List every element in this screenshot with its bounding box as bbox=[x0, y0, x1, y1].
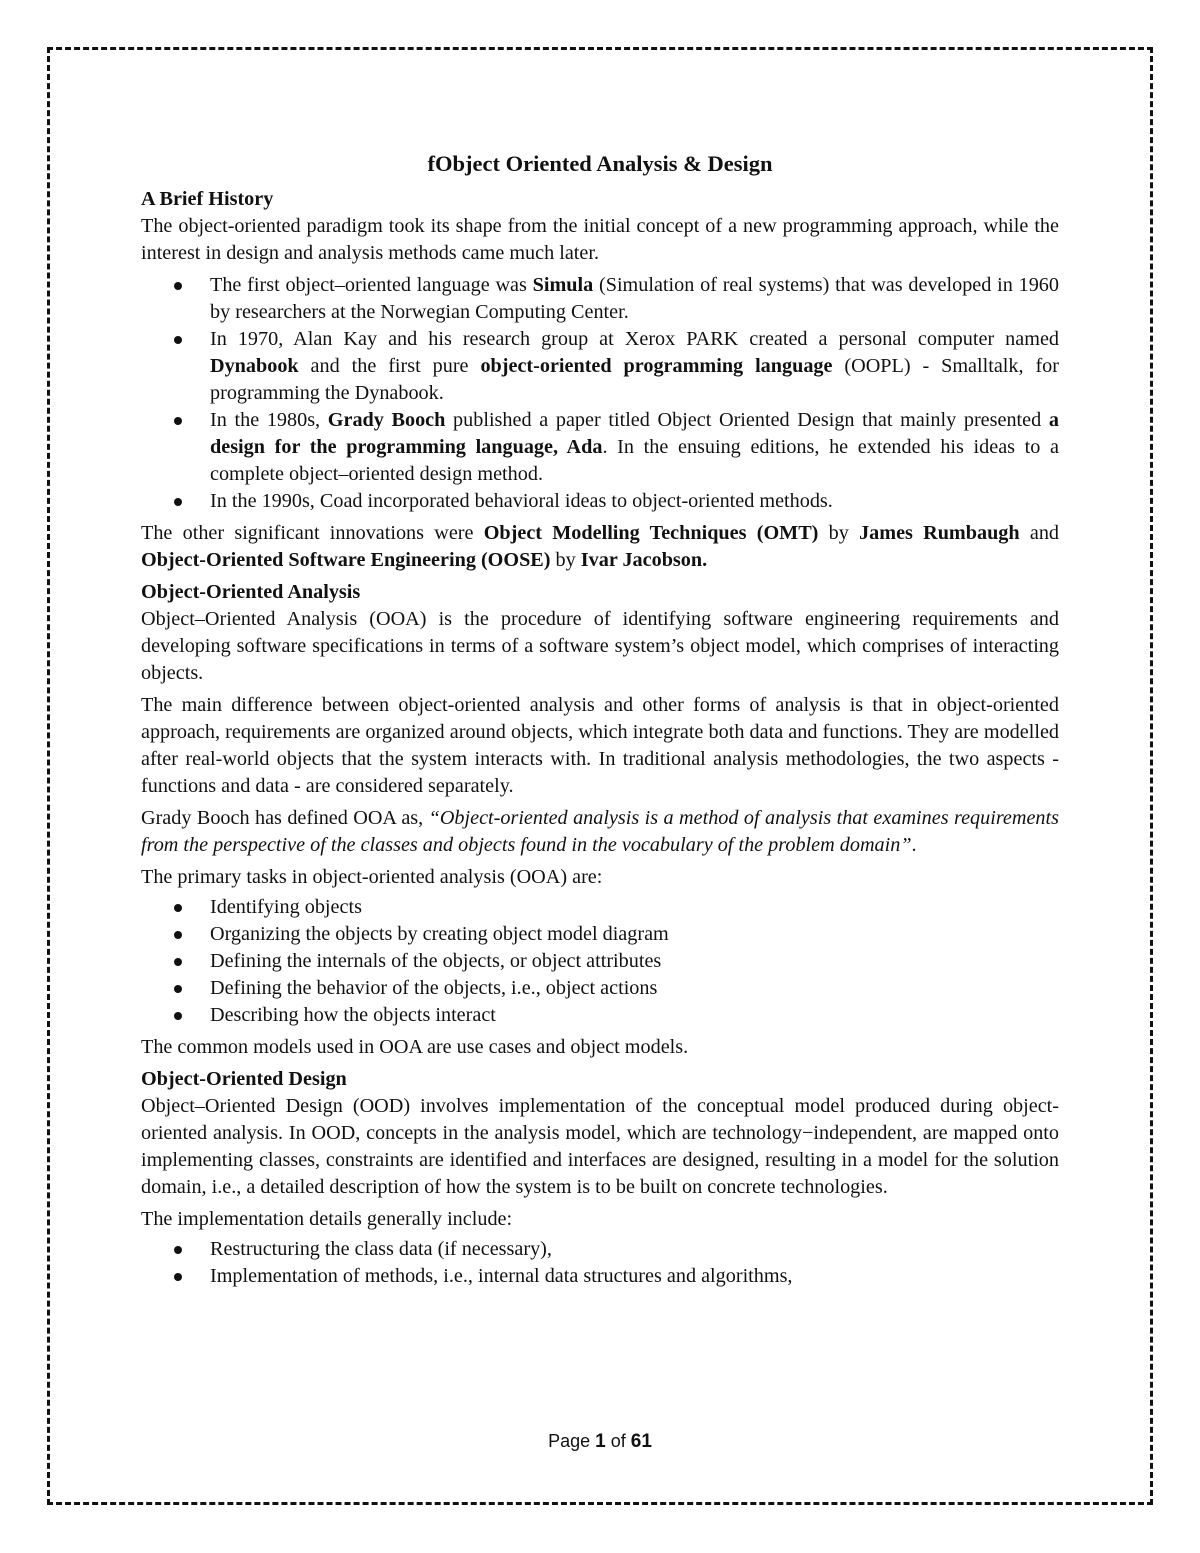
heading-brief-history: A Brief History bbox=[141, 188, 274, 210]
ooa-paragraph-2: The main difference between object-oriented analysis and other forms of analysis is that in object-oriented approach, requirements are organized around objects, which integrate both data and functions. They are modelled after real-world objects that the system interacts with. In traditional analysis methodologies, the two aspects - functions and data - are considered separately. bbox=[141, 694, 1059, 797]
ooa-booch-definition: Grady Booch has defined OOA as, “Object-oriented analysis is a method of analysis that examines requirements from the perspective of the classes and objects found in the vocabulary of the problem domain”. bbox=[141, 807, 1059, 856]
list-item: The first object–oriented language was Simula (Simulation of real systems) that was developed in 1960 by researchers at the Norwegian Computing Center. bbox=[141, 272, 1059, 326]
list-item: In the 1990s, Coad incorporated behavioral ideas to object-oriented methods. bbox=[141, 488, 1059, 515]
ood-details-list bbox=[141, 1236, 1059, 1290]
ood-details-intro: The implementation details generally include: bbox=[141, 1208, 513, 1230]
list-item: Identifying objects bbox=[141, 894, 1059, 921]
bullet-icon bbox=[174, 498, 182, 506]
heading-ood: Object-Oriented Design bbox=[141, 1068, 347, 1090]
of-word: of bbox=[610, 1431, 626, 1451]
list-item: Describing how the objects interact bbox=[141, 1002, 1059, 1029]
other-innovations: The other significant innovations were Object Modelling Techniques (OMT) by James Rumbaugh and Object-Oriented Software Engineering (OOSE) by Ivar Jacobson. bbox=[141, 522, 1060, 571]
page-word: Page bbox=[548, 1431, 591, 1451]
bullet-icon bbox=[174, 931, 182, 939]
bullet-icon bbox=[174, 282, 182, 290]
page-footer bbox=[0, 1431, 1200, 1453]
page-total: 61 bbox=[630, 1431, 652, 1452]
bullet-icon bbox=[174, 1273, 182, 1281]
history-intro: The object-oriented paradigm took its shape from the initial concept of a new programming approach, while the interest in design and analysis methods came much later. bbox=[141, 215, 1059, 264]
page-number: 1 bbox=[595, 1431, 606, 1452]
list-item: Defining the internals of the objects, or object attributes bbox=[141, 948, 1059, 975]
heading-ooa: Object-Oriented Analysis bbox=[141, 581, 361, 603]
history-list bbox=[141, 272, 1059, 515]
bullet-icon bbox=[174, 958, 182, 966]
document-title: fObject Oriented Analysis & Design bbox=[427, 151, 773, 176]
list-item: Organizing the objects by creating object model diagram bbox=[141, 921, 1059, 948]
list-item: Implementation of methods, i.e., internal data structures and algorithms, bbox=[141, 1263, 1059, 1290]
ooa-models: The common models used in OOA are use cases and object models. bbox=[141, 1036, 689, 1058]
list-item: In 1970, Alan Kay and his research group at Xerox PARK created a personal computer named Dynabook and the first pure object-oriented programming language (OOPL) - Smalltalk, for programming the Dynabook. bbox=[141, 326, 1059, 407]
list-item: Defining the behavior of the objects, i.e., object actions bbox=[141, 975, 1059, 1002]
ooa-paragraph-1: Object–Oriented Analysis (OOA) is the procedure of identifying software engineering requirements and developing software specifications in terms of a software system’s object model, which comprises of interacting objects. bbox=[141, 608, 1059, 684]
bullet-icon bbox=[174, 904, 182, 912]
bullet-icon bbox=[174, 1246, 182, 1254]
list-item: In the 1980s, Grady Booch published a paper titled Object Oriented Design that mainly presented a design for the programming language, Ada. In the ensuing editions, he extended his ideas to a complete object–oriented design method. bbox=[141, 407, 1059, 488]
document-body bbox=[141, 148, 1059, 1295]
bullet-icon bbox=[174, 985, 182, 993]
bullet-icon bbox=[174, 336, 182, 344]
ooa-tasks-list bbox=[141, 894, 1059, 1029]
list-item: Restructuring the class data (if necessary), bbox=[141, 1236, 1059, 1263]
ooa-tasks-intro: The primary tasks in object-oriented analysis (OOA) are: bbox=[141, 866, 603, 888]
bullet-icon bbox=[174, 417, 182, 425]
bullet-icon bbox=[174, 1012, 182, 1020]
ood-paragraph-1: Object–Oriented Design (OOD) involves implementation of the conceptual model produced during object-oriented analysis. In OOD, concepts in the analysis model, which are technology−independent, are mapped onto implementing classes, constraints are identified and interfaces are designed, resulting in a model for the solution domain, i.e., a detailed description of how the system is to be built on concrete technologies. bbox=[141, 1095, 1059, 1198]
